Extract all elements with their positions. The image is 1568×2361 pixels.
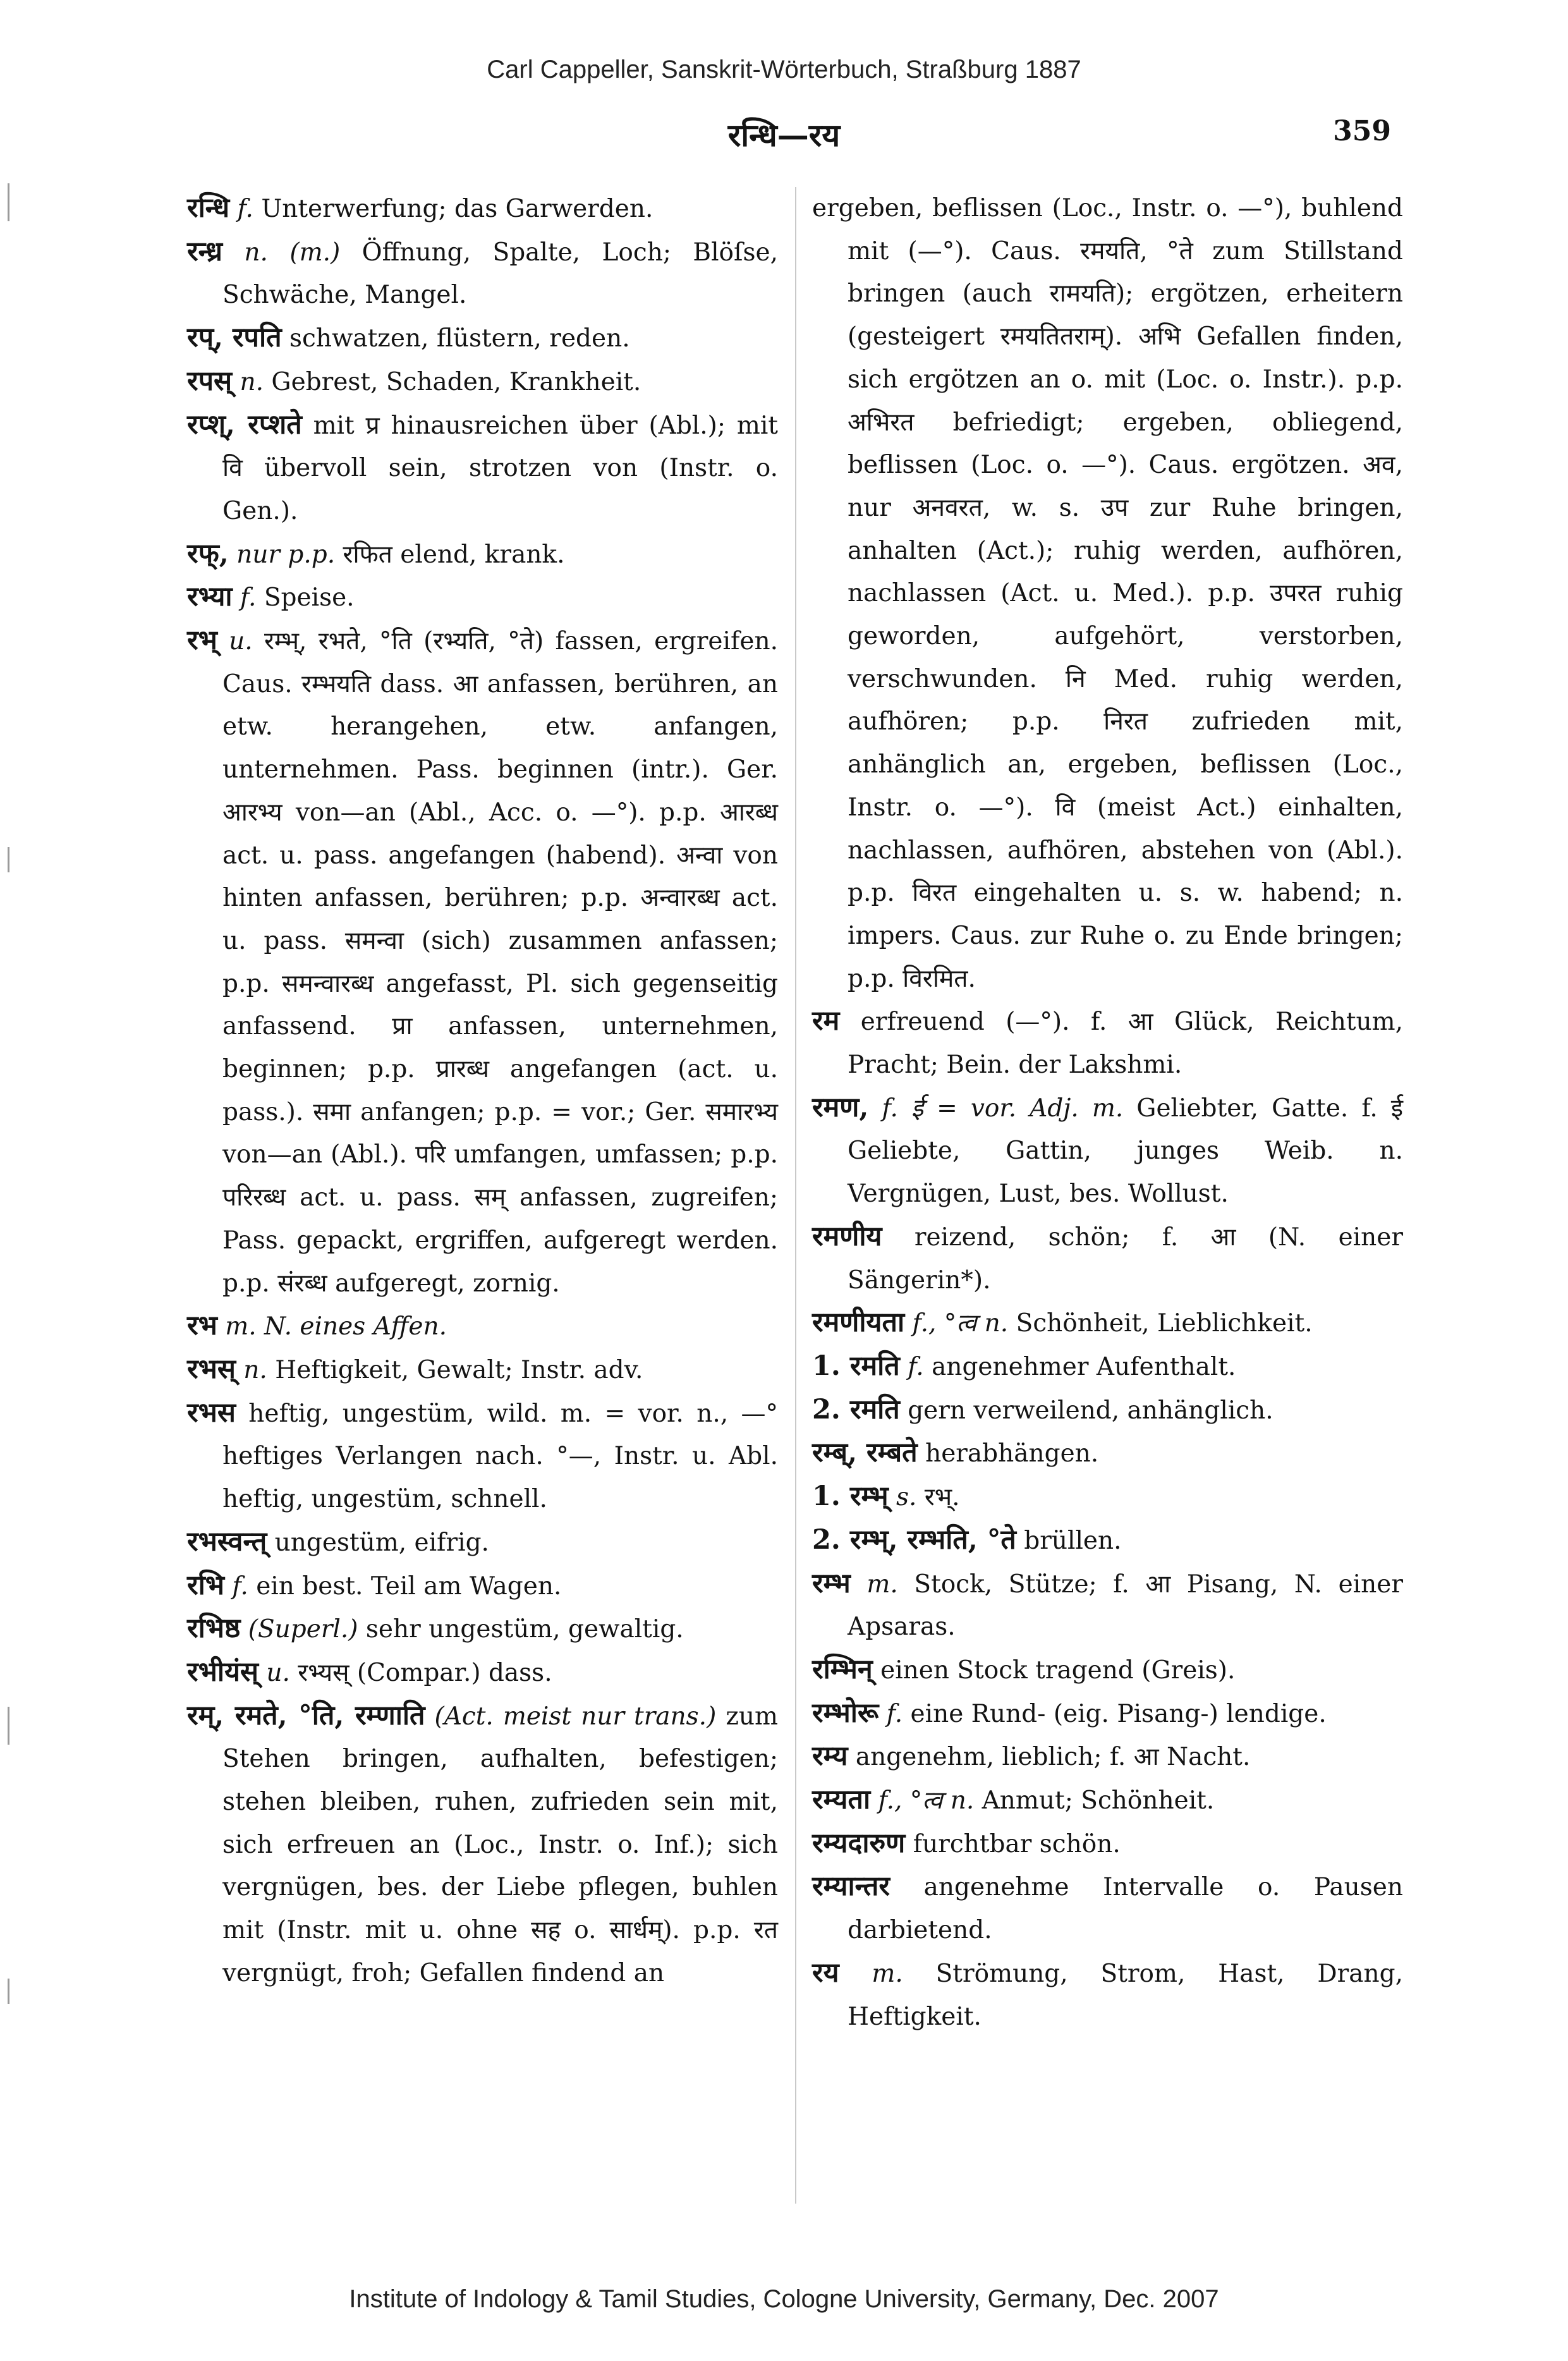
entry-gram: f. ई = vor. Adj. m. — [882, 1094, 1124, 1123]
dictionary-entry — [187, 619, 778, 1305]
entry-text: ungestüm, eifrig. — [274, 1528, 489, 1557]
entry-gram: u. — [266, 1658, 290, 1687]
entry-text: Stock, Stütze; f. आ Pisang, N. einer Apsaras. — [848, 1570, 1403, 1642]
entry-text: angenehme Intervalle o. Pausen darbietend. — [848, 1873, 1403, 1945]
entry-head: 1. रमति — [812, 1350, 900, 1382]
entry-text: Öffnung, Spalte, Loch; Blöſse, Schwäche, Mangel. — [222, 238, 778, 310]
entry-gram: m. N. eines Affen. — [225, 1312, 447, 1341]
entry-gram: m. — [866, 1570, 898, 1599]
entry-text: angenehmer Aufenthalt. — [932, 1352, 1236, 1381]
entry-head: रभ् — [187, 625, 217, 657]
entry-gram: (Superl.) — [248, 1615, 358, 1644]
dictionary-entry — [187, 360, 778, 404]
dictionary-entry — [187, 1521, 778, 1565]
dictionary-entry — [187, 1348, 778, 1392]
entry-gram: f., °त्व n. — [878, 1786, 975, 1815]
entry-head: रमणीयता — [812, 1307, 905, 1339]
entry-gram: nur p.p. — [236, 540, 336, 569]
dictionary-entry — [812, 1432, 1403, 1475]
entry-text: erfreuend (—°). f. आ Glück, Reichtum, Pracht; Bein. der Lakshmi. — [848, 1008, 1403, 1080]
entry-text: Gebrest, Schaden, Krankheit. — [271, 367, 641, 396]
dictionary-entry — [812, 1779, 1403, 1822]
entry-gram: n. (m.) — [244, 238, 341, 267]
dictionary-entry — [187, 533, 778, 577]
left-margin-mark — [8, 1707, 9, 1745]
dictionary-entry — [812, 1865, 1403, 1951]
entry-text: Geliebter, Gatte. f. ई Geliebte, Gattin, junges Weib. n. Vergnügen, Lust, bes. Wollust. — [848, 1094, 1403, 1209]
entry-gram: m. — [872, 1959, 903, 1988]
entry-head: रमण, — [812, 1091, 869, 1123]
right-column — [812, 187, 1403, 2038]
entry-text: mit प्र hinausreichen über (Abl.); mit वि übervoll sein, strotzen von (Instr. o. Gen.). — [222, 411, 778, 525]
page-number: 359 — [1333, 115, 1391, 147]
left-margin-mark — [8, 183, 9, 221]
entry-text: Anmut; Schönheit. — [982, 1786, 1215, 1815]
entry-head: रभ्या — [187, 581, 233, 613]
entry-text: furchtbar schön. — [913, 1829, 1121, 1858]
entry-text: zum Stehen bringen, aufhalten, befestigen; stehen bleiben, ruhen, zufrieden sein mit, sich erfreuen an (Loc., Instr. o. Inf.); sich vergnügen, bes. der Liebe pflegen, buhlen mit (Instr. mit u. ohne सह o. सार्धम्). p.p. रत vergnügt, froh; Gefallen findend an — [222, 1702, 778, 1987]
entry-head: रभस् — [187, 1353, 236, 1385]
entry-text: einen Stock tragend (Greis). — [880, 1656, 1236, 1685]
entry-head: रभीयंस् — [187, 1656, 258, 1688]
dictionary-entry — [812, 1216, 1403, 1302]
entry-gram: (Act. meist nur trans.) — [434, 1702, 717, 1731]
top-credit: Carl Cappeller, Sanskrit-Wörterbuch, Straßburg 1887 — [487, 56, 1081, 83]
entry-gram: n. — [243, 1355, 267, 1384]
dictionary-entry — [187, 1565, 778, 1608]
dictionary-entry — [812, 1952, 1403, 2038]
dictionary-entry — [187, 187, 778, 231]
dictionary-entry — [187, 404, 778, 533]
entry-head: रप्श्, रप्शते — [187, 408, 302, 441]
left-column — [187, 187, 778, 1995]
entry-head: 1. रम्भ् — [812, 1480, 889, 1513]
bottom-credit: Institute of Indology & Tamil Studies, Cologne University, Germany, Dec. 2007 — [349, 2285, 1219, 2313]
entry-gram: u. — [229, 627, 253, 656]
entry-text: herabhängen. — [925, 1439, 1099, 1468]
dictionary-entry — [187, 317, 778, 360]
entry-head: रप्, रपति — [187, 322, 282, 354]
entry-text: Strömung, Strom, Hast, Drang, Heftigkeit. — [848, 1959, 1403, 2031]
entry-head: रम्यता — [812, 1784, 871, 1816]
entry-head: रभि — [187, 1569, 224, 1601]
entry-text: sehr ungestüm, gewaltig. — [365, 1615, 684, 1644]
entry-text: रफित elend, krank. — [343, 540, 565, 569]
entry-gram: f. — [240, 583, 257, 613]
entry-head: रन्धि — [187, 192, 230, 224]
dictionary-entry — [812, 187, 1403, 1000]
entry-text: ergeben, beflissen (Loc., Instr. o. —°), buhlend mit (—°). Caus. रमयति, °ते zum Stillstand bringen (auch रामयति); ergötzen, erheitern (gesteigert रमयतितराम्). अभि Gefallen finden, sich ergötzen an o. mit (Loc. o. Instr.). p.p. अभिरत befriedigt; ergeben, obliegend, beflissen (Loc. o. —°). Caus. ergötzen. अव, nur अनवरत, w. s. उप zur Ruhe bringen, anhalten (Act.); ruhig werden, aufhören, nachlassen (Act. u. Med.). p.p. उपरत ruhig geworden, aufgehört, verstorben, verschwunden. नि Med. ruhig werden, aufhören; p.p. निरत zufrieden mit, anhänglich an, ergeben, beflissen (Loc., Instr. o. —°). वि (meist Act.) einhalten, nachlassen, aufhören, abstehen von (Abl.). p.p. विरत eingehalten u. s. w. habend; n. impers. Caus. zur Ruhe o. zu Ende bringen; p.p. विरमित. — [812, 194, 1403, 993]
dictionary-entry — [812, 1649, 1403, 1692]
entry-text: Unterwerfung; das Garwerden. — [261, 195, 653, 223]
entry-gram: n. — [240, 367, 264, 396]
entry-head: रभ — [187, 1310, 217, 1342]
entry-text: eine Rund- (eig. Pisang-) lendige. — [910, 1699, 1327, 1728]
dictionary-entry — [812, 1822, 1403, 1866]
dictionary-entry — [187, 1392, 778, 1521]
entry-text: रम्भ्, रभते, °ति (रभ्यति, °ते) fassen, ergreifen. Caus. रम्भयति dass. आ anfassen, berühren, an etw. herangehen, etw. anfangen, unternehmen. Pass. beginnen (intr.). Ger. आरभ्य von—an (Abl., Acc. o. —°). p.p. आरब्ध act. u. pass. angefangen (habend). अन्वा von hinten anfassen, berühren; p.p. अन्वारब्ध act. u. pass. समन्वा (sich) zusammen anfassen; p.p. समन्वारब्ध angefasst, Pl. sich gegenseitig anfassend. प्रा anfassen, unternehmen, beginnen; p.p. प्रारब्ध angefangen (act. u. pass.). समा anfangen; p.p. = vor.; Ger. समारभ्य von—an (Abl.). परि umfangen, umfassen; p.p. परिरब्ध act. u. pass. सम् anfassen, zugreifen; Pass. gepackt, ergriffen, aufgeregt werden. p.p. संरब्ध aufgeregt, zornig. — [222, 627, 778, 1298]
entry-head: रभस्वन्त् — [187, 1525, 267, 1558]
entry-gram: f., °त्व n. — [912, 1309, 1009, 1338]
entry-head: रम्भोरू — [812, 1697, 879, 1729]
entry-text: brüllen. — [1024, 1526, 1122, 1555]
entry-head: 2. रमति — [812, 1393, 900, 1425]
dictionary-entry — [812, 1389, 1403, 1432]
entry-head: रफ्, — [187, 537, 229, 570]
entry-text: Heftigkeit, Gewalt; Instr. adv. — [275, 1355, 643, 1384]
dictionary-entry — [187, 1695, 778, 1995]
entry-head: रन्ध्र — [187, 235, 222, 267]
entry-text: ein best. Teil am Wagen. — [256, 1571, 562, 1601]
entry-head: रम्, रमते, °ति, रम्णाति — [187, 1699, 425, 1731]
entry-head: रम्यान्तर — [812, 1870, 890, 1903]
entry-text: Speise. — [264, 583, 355, 613]
dictionary-entry — [187, 1608, 778, 1651]
left-margin-mark — [8, 847, 9, 872]
entry-head: रभस — [187, 1396, 236, 1429]
entry-head: रम्ब्, रम्बते — [812, 1437, 918, 1469]
dictionary-entry — [812, 1519, 1403, 1563]
entry-text: रभ्. — [924, 1483, 960, 1512]
entry-head: रम्य — [812, 1740, 848, 1772]
column-rule — [795, 187, 796, 2204]
entry-gram: f. — [886, 1699, 903, 1728]
left-margin-mark — [8, 1979, 9, 2004]
entry-gram: s. — [896, 1483, 917, 1512]
dictionary-entry — [812, 1000, 1403, 1086]
dictionary-entry — [812, 1563, 1403, 1649]
dictionary-entry — [812, 1735, 1403, 1779]
entry-head: 2. रम्भ्, रम्भति, °ते — [812, 1523, 1016, 1556]
entry-head: रम्यदारुण — [812, 1827, 906, 1859]
entry-text: gern verweilend, anhänglich. — [908, 1396, 1273, 1425]
entry-text: schwatzen, flüstern, reden. — [289, 324, 630, 353]
dictionary-entry — [187, 1651, 778, 1695]
entry-head: रम — [812, 1005, 840, 1037]
entry-head: रय — [812, 1956, 839, 1989]
dictionary-entry — [187, 231, 778, 317]
dictionary-entry — [187, 576, 778, 619]
entry-gram: f. — [237, 195, 253, 223]
entry-gram: f. — [232, 1571, 248, 1601]
dictionary-entry — [812, 1087, 1403, 1216]
entry-text: angenehm, lieblich; f. आ Nacht. — [855, 1743, 1251, 1772]
dictionary-entry — [812, 1302, 1403, 1345]
entry-gram: f. — [908, 1352, 924, 1381]
entry-head: रमणीय — [812, 1220, 882, 1252]
running-head: रन्धि—रय — [727, 116, 841, 154]
entry-text: रभ्यस् (Compar.) dass. — [298, 1658, 552, 1687]
entry-head: रपस् — [187, 365, 233, 397]
entry-head: रम्भ — [812, 1567, 851, 1599]
dictionary-entry — [187, 1305, 778, 1348]
entry-text: heftig, ungestüm, wild. m. = vor. n., —° heftiges Verlangen nach. °—, Instr. u. Abl. heftig, ungestüm, schnell. — [222, 1399, 778, 1514]
entry-text: reizend, schön; f. आ (N. einer Sängerin*). — [848, 1223, 1403, 1295]
dictionary-entry — [812, 1692, 1403, 1736]
dictionary-entry — [812, 1475, 1403, 1519]
entry-head: रम्भिन् — [812, 1653, 873, 1685]
dictionary-entry — [812, 1345, 1403, 1389]
entry-head: रभिष्ठ — [187, 1613, 241, 1645]
entry-text: Schönheit, Lieblichkeit. — [1016, 1309, 1313, 1338]
